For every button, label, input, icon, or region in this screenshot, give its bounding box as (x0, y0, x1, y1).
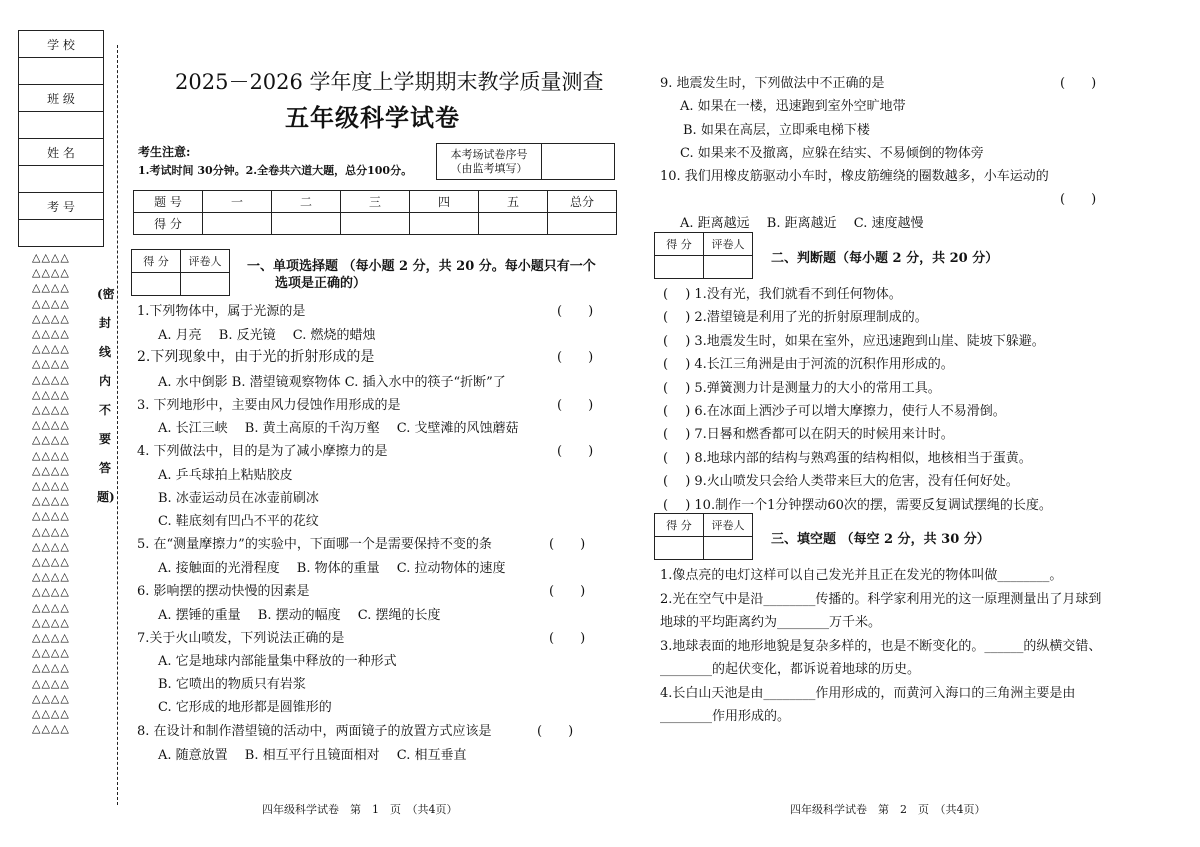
triangle-row: △△△△ (32, 387, 70, 401)
section3-title: 三、填空题 （每空 2 分，共 30 分） (771, 532, 990, 547)
grader-box-3 (654, 513, 753, 560)
score-header-cell: 四 (410, 191, 479, 213)
class-field[interactable] (19, 112, 104, 139)
grader-score-label: 得 分 (655, 233, 704, 256)
score-header-cell: 五 (479, 191, 548, 213)
triangle-row: △△△△ (32, 570, 70, 584)
seal-char: 线 (98, 345, 111, 359)
triangle-row: △△△△ (32, 646, 70, 660)
triangle-row: △△△△ (32, 463, 70, 477)
true-false-item: ( ) 8.地球内部的结构与熟鸡蛋的结构相似，地核相当于蛋黄。 (663, 450, 1032, 466)
question-6: 6. 影响摆的摆动快慢的因素是 (137, 584, 310, 599)
triangle-row: △△△△ (32, 676, 70, 690)
triangle-row: △△△△ (32, 372, 70, 386)
score-header-cell: 总分 (548, 191, 617, 213)
triangle-row: △△△△ (32, 600, 70, 614)
page-footer-right: 四年级科学试卷 第 2 页 （共4页） (790, 803, 986, 816)
question-7-option-a: A. 它是地球内部能量集中释放的一种形式 (158, 654, 397, 669)
seal-char: 内 (98, 374, 111, 388)
grader-name-field[interactable] (704, 256, 753, 279)
answer-blank-7[interactable]: ( ) (549, 631, 586, 646)
name-field[interactable] (19, 166, 104, 193)
score-cell[interactable] (341, 213, 410, 235)
section1-title-cont: 选项是正确的） (275, 276, 367, 291)
question-3-options: A. 长江三峡 B. 黄土高原的千沟万壑 C. 戈壁滩的风蚀蘑菇 (158, 421, 519, 436)
triangle-row: △△△△ (32, 524, 70, 538)
triangle-pattern (32, 250, 70, 737)
question-8: 8. 在设计和制作潜望镜的活动中，两面镜子的放置方式应该是 (137, 724, 492, 739)
seal-char: 封 (98, 316, 111, 330)
score-row-label: 得 分 (134, 213, 203, 235)
seal-char: 答 (98, 461, 111, 475)
triangle-row: △△△△ (32, 615, 70, 629)
fill-blank-line: 2.光在空气中是沿________传播的。科学家利用光的这一原理测量出了月球到 (660, 591, 1102, 607)
grader-label: 评卷人 (704, 514, 753, 537)
answer-blank-6[interactable]: ( ) (549, 584, 586, 599)
triangle-row: △△△△ (32, 707, 70, 721)
triangle-row: △△△△ (32, 342, 70, 356)
triangle-row: △△△△ (32, 631, 70, 645)
triangle-row: △△△△ (32, 691, 70, 705)
question-8-options: A. 随意放置 B. 相互平行且镜面相对 C. 相互垂直 (158, 748, 467, 763)
question-10-options: A. 距离越远 B. 距离越近 C. 速度越慢 (680, 216, 924, 231)
triangle-row: △△△△ (32, 479, 70, 493)
true-false-item: ( ) 9.火山喷发只会给人类带来巨大的危害，没有任何好处。 (663, 474, 1019, 490)
answer-blank-5[interactable]: ( ) (549, 537, 586, 552)
seq-number-field[interactable] (542, 144, 615, 180)
question-2-options: A. 水中倒影 B. 潜望镜观察物体 C. 插入水中的筷子“折断”了 (158, 375, 506, 390)
student-info-box (18, 30, 104, 247)
triangle-row: △△△△ (32, 296, 70, 310)
triangle-row: △△△△ (32, 555, 70, 569)
grader-label: 评卷人 (181, 250, 230, 273)
section1-title: 一、单项选择题 （每小题 2 分，共 20 分。每小题只有一个 (247, 259, 596, 274)
section2-title: 二、判断题（每小题 2 分，共 20 分） (771, 251, 999, 266)
exam-subtitle: 五年级科学试卷 (285, 104, 460, 132)
triangle-row: △△△△ (32, 357, 70, 371)
seal-char: 题) (97, 490, 115, 504)
seal-line-notice (97, 280, 113, 512)
question-4-option-b: B. 冰壶运动员在冰壶前刷冰 (158, 491, 319, 506)
seat-sequence-box (436, 143, 615, 180)
true-false-item: ( ) 7.日晷和燃香都可以在阴天的时候用来计时。 (663, 427, 954, 443)
exam-number-field[interactable] (19, 220, 104, 247)
triangle-row: △△△△ (32, 661, 70, 675)
triangle-row: △△△△ (32, 494, 70, 508)
triangle-row: △△△△ (32, 509, 70, 523)
name-label: 姓 名 (19, 139, 104, 166)
true-false-item: ( ) 3.地震发生时，如果在室外，应迅速跑到山崖、陡坡下躲避。 (663, 333, 1045, 349)
seq-label-line2: （由监考填写） (450, 161, 528, 175)
page-footer-left: 四年级科学试卷 第 1 页 （共4页） (262, 803, 458, 816)
true-false-item: ( ) 1.没有光，我们就看不到任何物体。 (663, 287, 902, 302)
triangle-row: △△△△ (32, 585, 70, 599)
question-9: 9. 地震发生时，下列做法中不正确的是 (660, 76, 885, 91)
seal-dashed-line (117, 45, 118, 805)
answer-blank-9[interactable]: ( ) (1060, 76, 1097, 91)
seq-label (437, 144, 542, 180)
score-cell[interactable] (203, 213, 272, 235)
seal-char: (密 (97, 287, 115, 301)
fill-blank-line: ________作用形成的。 (660, 709, 791, 724)
score-header-cell: 三 (341, 191, 410, 213)
fill-blank-line: 3.地球表面的地形地貌是复杂多样的，也是不断变化的。______的纵横交错、 (660, 638, 1102, 654)
score-header-cell: 二 (272, 191, 341, 213)
exam-number-label: 考 号 (19, 193, 104, 220)
fill-blank-line: 1.像点亮的电灯这样可以自己发光并且正在发光的物体叫做________。 (660, 568, 1063, 583)
triangle-row: △△△△ (32, 403, 70, 417)
question-5-options: A. 接触面的光滑程度 B. 物体的重量 C. 拉动物体的速度 (158, 561, 506, 576)
section3-lines (660, 564, 1101, 729)
class-label: 班 级 (19, 85, 104, 112)
fill-blank-line: ________的起伏变化，都诉说着地球的历史。 (660, 662, 921, 677)
triangle-row: △△△△ (32, 448, 70, 462)
question-6-options: A. 摆锤的重量 B. 摆动的幅度 C. 摆绳的长度 (158, 608, 441, 623)
triangle-row: △△△△ (32, 266, 70, 280)
grader-score-label: 得 分 (655, 514, 704, 537)
seal-char: 不 (98, 403, 111, 417)
question-1: 1.下列物体中，属于光源的是 (137, 304, 306, 319)
notice-text: 1.考试时间 30分钟。2.全卷共六道大题，总分100分。 (138, 164, 413, 177)
section2-items (663, 283, 1052, 517)
grader-box-2 (654, 232, 753, 279)
score-cell[interactable] (479, 213, 548, 235)
question-9-option-b: B. 如果在高层，立即乘电梯下楼 (683, 123, 870, 138)
answer-blank-8[interactable]: ( ) (537, 724, 574, 739)
question-7-option-c: C. 它形成的地形都是圆锥形的 (158, 700, 332, 715)
triangle-row: △△△△ (32, 418, 70, 432)
score-cell[interactable] (548, 213, 617, 235)
school-field[interactable] (19, 58, 104, 85)
grader-label: 评卷人 (704, 233, 753, 256)
score-header-cell: 一 (203, 191, 272, 213)
true-false-item: ( ) 5.弹簧测力计是测量力的大小的常用工具。 (663, 380, 941, 396)
question-5: 5. 在“测量摩擦力”的实验中，下面哪一个是需要保持不变的条 (137, 537, 492, 552)
exam-title: 2025－2026 学年度上学期期末教学质量测查 (175, 70, 604, 94)
answer-blank-4[interactable]: ( ) (557, 444, 594, 459)
section1-questions-cont (660, 72, 1140, 232)
true-false-item: ( ) 6.在冰面上洒沙子可以增大摩擦力，使行人不易滑倒。 (663, 404, 1006, 420)
triangle-row: △△△△ (32, 722, 70, 736)
grader-score-field[interactable] (132, 273, 181, 296)
question-4: 4. 下列做法中，目的是为了减小摩擦力的是 (137, 444, 388, 459)
question-4-option-a: A. 乒乓球拍上粘贴胶皮 (158, 468, 293, 483)
true-false-item: ( ) 10.制作一个1分钟摆动60次的摆，需要反复调试摆绳的长度。 (663, 497, 1052, 513)
notice-label: 考生注意: (138, 145, 191, 159)
score-table (133, 190, 617, 235)
question-1-options: A. 月亮 B. 反光镜 C. 燃烧的蜡烛 (158, 328, 376, 343)
answer-blank-1[interactable]: ( ) (557, 304, 594, 319)
question-9-option-a: A. 如果在一楼，迅速跑到室外空旷地带 (680, 99, 906, 114)
score-header-cell: 题 号 (134, 191, 203, 213)
answer-blank-3[interactable]: ( ) (557, 398, 594, 413)
score-cell[interactable] (272, 213, 341, 235)
grader-score-label: 得 分 (132, 250, 181, 273)
triangle-row: △△△△ (32, 251, 70, 264)
grader-score-field[interactable] (655, 256, 704, 279)
question-9-option-c: C. 如果来不及撤离，应躲在结实、不易倾倒的物体旁 (680, 146, 984, 161)
question-10: 10. 我们用橡皮筋驱动小车时，橡皮筋缠绕的圈数越多，小车运动的 (660, 169, 1049, 184)
grader-name-field[interactable] (181, 273, 230, 296)
grader-score-field[interactable] (655, 537, 704, 560)
question-7: 7.关于火山喷发，下列说法正确的是 (137, 631, 345, 646)
grader-name-field[interactable] (704, 537, 753, 560)
triangle-row: △△△△ (32, 433, 70, 447)
triangle-row: △△△△ (32, 539, 70, 553)
grader-box-1 (131, 249, 230, 296)
triangle-row: △△△△ (32, 311, 70, 325)
school-label: 学 校 (19, 31, 104, 58)
true-false-item: ( ) 4.长江三角洲是由于河流的沉积作用形成的。 (663, 357, 954, 373)
answer-blank-10[interactable]: ( ) (1060, 192, 1097, 207)
fill-blank-line: 地球的平均距离约为________万千米。 (660, 615, 882, 630)
triangle-row: △△△△ (32, 281, 70, 295)
question-2: 2.下列现象中，由于光的折射形成的是 (137, 349, 375, 365)
true-false-item: ( ) 2.潜望镜是利用了光的折射原理制成的。 (663, 310, 928, 326)
seq-label-line1: 本考场试卷序号 (450, 147, 528, 161)
question-3: 3. 下列地形中，主要由风力侵蚀作用形成的是 (137, 398, 401, 413)
question-7-option-b: B. 它喷出的物质只有岩浆 (158, 677, 306, 692)
triangle-row: △△△△ (32, 327, 70, 341)
fill-blank-line: 4.长白山天池是由________作用形成的，而黄河入海口的三角洲主要是由 (660, 685, 1076, 701)
score-cell[interactable] (410, 213, 479, 235)
answer-blank-2[interactable]: ( ) (557, 350, 594, 365)
question-4-option-c: C. 鞋底刻有凹凸不平的花纹 (158, 514, 319, 529)
seal-char: 要 (98, 432, 111, 446)
